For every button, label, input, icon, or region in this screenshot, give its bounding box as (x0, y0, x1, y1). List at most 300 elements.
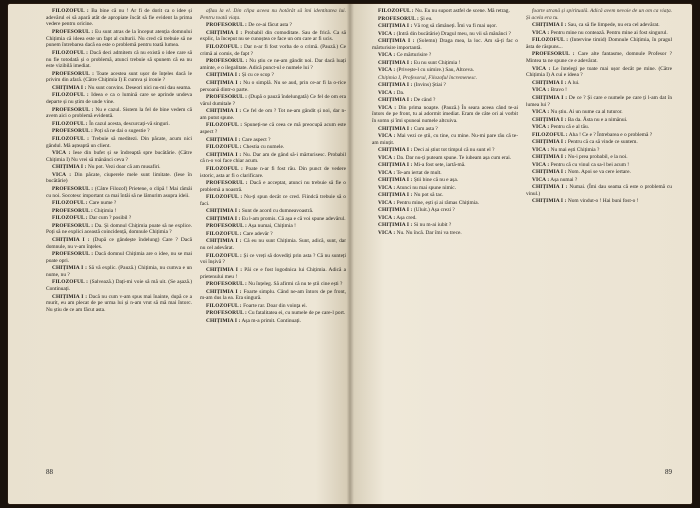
dialogue-paragraph (526, 22, 672, 29)
dialogue-paragraph (46, 251, 192, 264)
speaker-name: CHIȚIMIA I : (52, 164, 87, 171)
dialogue-text: Nu e cazul. Sistem la fel de bine vedem că avem aici o problemă evidentă. (46, 106, 192, 120)
speaker-name: VICA : (378, 199, 396, 206)
dialogue-text: Poți să ne dai o sugestie ? (94, 128, 150, 135)
dialogue-paragraph (46, 128, 192, 135)
dialogue-text: Dacă e acceptat, atunci nu trebuie să fie o problemă a noastră. (200, 180, 346, 193)
speaker-name: FILOZOFUL : (52, 49, 89, 56)
right-page-columns (372, 8, 672, 460)
dialogue-paragraph (200, 44, 346, 57)
dialogue-text: A lui. (567, 79, 580, 86)
dialogue-text: Mai vezi ce știi, cu tine, cu mine. Nu-mi pare rău că te-am mințit. (372, 133, 518, 146)
speaker-name: CHIȚIMIA I : (378, 59, 413, 66)
dialogue-paragraph (372, 82, 518, 89)
dialogue-paragraph (526, 162, 672, 169)
dialogue-paragraph (200, 144, 346, 151)
dialogue-paragraph (526, 154, 672, 161)
dialogue-paragraph (200, 22, 346, 29)
speaker-name: FILOZOFUL : (52, 8, 89, 14)
speaker-name: FILOZOFUL : (378, 8, 414, 14)
dialogue-text: Pentru că cu vinul ca sa-l bei acum ! (550, 161, 630, 168)
speaker-name: CHIȚIMIA I : (206, 151, 242, 158)
dialogue-text: foarte strană și spirituală. Adică avem nevoie de un om ca viața. Și acela era tu. (526, 8, 672, 21)
dialogue-text: Da. Și domnul Chițimia poate să ne explice. Poți să ne explici această coincidență, domnule Chițimia ? (46, 222, 192, 236)
dialogue-paragraph (372, 126, 518, 133)
dialogue-paragraph (46, 172, 192, 185)
dialogue-paragraph (200, 137, 346, 144)
dialogue-text: Nu știu. Ai un nume ca al tuturor. (550, 109, 623, 116)
right-column-2 (526, 8, 672, 460)
speaker-name: VICA : (532, 176, 550, 183)
dialogue-text: Care alte fantasme, domnule Profesor ? Mintea ta ne spune ce e adevărat. (526, 51, 672, 65)
speaker-name: VICA : (378, 30, 396, 37)
dialogue-text: Nu sunt convins. Deseori nici nu-mi dau seama. (87, 84, 192, 91)
dialogue-paragraph (46, 92, 192, 105)
dialogue-text: Nu-ți spun decât ce cred. Fiindcă trebuie să o faci. (200, 194, 346, 207)
dialogue-text: Care nume ? (89, 200, 117, 207)
dialogue-text: Pentru că e al tău. (550, 124, 590, 131)
dialogue-paragraph (200, 289, 346, 302)
dialogue-text: Cum asta ? (413, 125, 438, 132)
speaker-name: CHIȚIMIA I : (206, 317, 241, 324)
speaker-name: CHIȚIMIA I : (532, 184, 568, 191)
speaker-name: VICA : (378, 229, 396, 236)
dialogue-text: Numai. (Îmi dau seama că este o problemă cu vinul.) (526, 184, 672, 197)
speaker-name: PROFESORUL : (206, 94, 247, 101)
speaker-name: VICA : (378, 214, 396, 221)
dialogue-paragraph (526, 124, 672, 131)
dialogue-paragraph (526, 66, 672, 79)
dialogue-text: Ce fel de om ? Tot ne-am gândit și noi, dar n-am putut spune. (200, 108, 346, 121)
speaker-name: FILOZOFUL : (52, 120, 88, 127)
dialogue-paragraph (372, 207, 518, 214)
dialogue-text: Așa m-a primit. Continuați. (241, 317, 301, 324)
speaker-name: CHIȚIMIA I : (532, 139, 567, 146)
speaker-name: CHIȚIMIA I : (378, 222, 413, 229)
dialogue-text: Care aspect ? (241, 136, 271, 143)
speaker-name: FILOZOFUL : (206, 252, 242, 259)
dialogue-text: Bravo ! (550, 87, 567, 94)
speaker-name: PROFESORUL : (206, 180, 248, 187)
dialogue-paragraph (200, 223, 346, 230)
dialogue-text: Si nu m-ai iubit ? (413, 222, 452, 229)
speaker-name: PROFESORUL : (52, 106, 94, 113)
speaker-name: VICA : (378, 133, 396, 140)
dialogue-paragraph (46, 237, 192, 250)
speaker-name: CHIȚIMIA I : (206, 288, 242, 295)
dialogue-text: Să vă explic. (Pauză.) Chițimia, nu cumva e un nume, nu ? (46, 265, 192, 278)
speaker-name: FILOZOFUL : (532, 131, 568, 138)
dialogue-paragraph (372, 38, 518, 51)
dialogue-paragraph (526, 30, 672, 37)
speaker-name: FILOZOFUL : (206, 122, 243, 129)
speaker-name: VICA : (378, 184, 396, 191)
speaker-name: FILOZOFUL : (52, 279, 89, 286)
speaker-name: CHIȚIMIA I : (206, 79, 242, 86)
dialogue-text: Da. (396, 89, 405, 96)
dialogue-paragraph (200, 152, 346, 165)
dialogue-text: Le întelegi pe toate mai ușor decât pe mine. (Către Chițimia I) A cui e ideea ? (526, 65, 672, 79)
speaker-name: VICA : (378, 52, 396, 59)
dialogue-text: Ba bine că nu ! Ar fi de dorit ca o idee și adevărul ei să apară atât de apropiate încât să fie evident la prima vedere pentru oricine. (46, 8, 192, 28)
dialogue-text: Nu o simplă. Nu se aud, prin ce-ar fi la o-rice persoană dintr-o parte. (200, 79, 346, 93)
dialogue-paragraph (46, 8, 192, 28)
speaker-name: CHIȚIMIA I : (206, 238, 242, 245)
dialogue-paragraph (46, 279, 192, 292)
dialogue-text: Nu. Eu nu suport astfel de scene. Mă retrag. (415, 8, 510, 14)
speaker-name: CHIȚIMIA I : (206, 72, 241, 79)
dialogue-paragraph (200, 180, 346, 193)
dialogue-paragraph (526, 184, 672, 197)
left-column-2 (200, 8, 346, 460)
dialogue-text: De când ? (413, 97, 436, 104)
speaker-name: PROFESORUL : (206, 310, 247, 317)
dialogue-text: Atunci nu mai spune nimic. (396, 184, 457, 191)
dialogue-paragraph (200, 80, 346, 93)
dialogue-paragraph (372, 97, 518, 104)
dialogue-text: Care adevăr ? (243, 230, 273, 237)
speaker-name: FILOZOFUL : (206, 144, 242, 151)
dialogue-paragraph (526, 80, 672, 87)
speaker-name: FILOZOFUL : (206, 43, 243, 50)
dialogue-text: (Invins) Știai ? (413, 82, 446, 89)
dialogue-paragraph (526, 87, 672, 94)
dialogue-paragraph (372, 133, 518, 146)
dialogue-text: Chițimia ! (94, 207, 117, 214)
speaker-name: CHIȚIMIA I : (378, 38, 415, 44)
dialogue-paragraph (372, 155, 518, 162)
speaker-name: CHIȚIMIA I : (532, 79, 567, 86)
dialogue-text: (Intervine timid) Domnule Chițimia, în pragul ăsta de răspuns... (526, 37, 672, 50)
speaker-name: CHIȚIMIA I : (206, 108, 242, 115)
book-spread (8, 4, 692, 504)
dialogue-text: (După ce gândește îndelung) Care ? Dacă domnule, nu v-am înțeles. (46, 236, 192, 250)
speaker-name: CHIȚIMIA I : (378, 97, 413, 104)
speaker-name: CHIȚIMIA I : (532, 94, 568, 101)
dialogue-paragraph (372, 222, 518, 229)
dialogue-paragraph (372, 215, 518, 222)
dialogue-paragraph (526, 37, 672, 50)
dialogue-paragraph (200, 94, 346, 107)
dialogue-paragraph (372, 185, 518, 192)
left-column-1 (46, 8, 192, 460)
dialogue-paragraph (46, 265, 192, 278)
dialogue-paragraph (372, 192, 518, 199)
speaker-name: FILOZOFUL : (52, 135, 90, 142)
dialogue-paragraph (46, 215, 192, 222)
speaker-name: VICA : (378, 169, 396, 176)
speaker-name: CHIȚIMIA I : (378, 207, 413, 214)
dialogue-paragraph (200, 194, 346, 207)
dialogue-paragraph (200, 318, 346, 325)
dialogue-text: Din prima noapte. (Pauză.) În seara aceea când te-ai întors de pe front, tu ai adormit imediat. Eram de câte ori ai vorbit în somn și îmi spuneai numele altcuiva. (372, 104, 518, 125)
dialogue-text: Dar n-ar fi fost vorba de o crimă. (Pauză.) Ce crimă ai comis, de fapt ? (200, 43, 346, 57)
speaker-name: CHIȚIMIA I : (206, 215, 241, 222)
dialogue-text: Foarte simplu. Când ne-am întors de pe front, m-am dus la ea. Era singură. (200, 288, 346, 302)
dialogue-paragraph (372, 162, 518, 169)
dialogue-paragraph (526, 132, 672, 139)
dialogue-text: Ideea e ca o lumină care se aprinde undeva departe și nu știm de unde vine. (46, 92, 192, 106)
dialogue-text: Eu l-am promis. Că așa e că voi spune adevărul. (241, 215, 346, 222)
dialogue-paragraph (372, 60, 518, 67)
dialogue-text: Nu-i prea probabil, e la noi. (567, 154, 628, 161)
dialogue-paragraph (200, 281, 346, 288)
speaker-name: FILOZOFUL : (206, 165, 243, 172)
dialogue-text: Nu știu ce ne-am gândit noi. Dar dacă luați aminte, e o ilegalitate. Adică punct-ul e numele lui ? (200, 58, 346, 71)
dialogue-paragraph (46, 50, 192, 70)
dialogue-paragraph (526, 139, 672, 146)
dialogue-text: (Salvează.) Dați-mi voie să mă uit. (Se așază.) Continuați. (46, 279, 192, 293)
dialogue-text: Nu. Dar am de gând să-i mărturisesc. Probabil că n-o voi face chiar acum. (200, 151, 346, 165)
dialogue-text: Ba da. Ăsta nu e a nimănui. (567, 116, 628, 123)
speaker-name: CHIȚIMIA I : (206, 208, 241, 215)
speaker-name: CHIȚIMIA I : (378, 162, 413, 169)
left-page-columns (46, 8, 346, 460)
dialogue-paragraph (526, 51, 672, 64)
speaker-name: VICA : (532, 124, 550, 131)
speaker-name: FILOZOFUL : (52, 215, 88, 222)
dialogue-text: De ce-ai făcut asta ? (248, 22, 292, 29)
speaker-name: FILOZOFUL : (206, 230, 242, 237)
dialogue-paragraph (46, 186, 192, 199)
dialogue-paragraph (372, 16, 518, 23)
speaker-name: PROFESORUL : (52, 70, 94, 77)
dialogue-paragraph (372, 90, 518, 97)
speaker-name: VICA : (532, 146, 550, 153)
speaker-name: FILOZOFUL : (52, 200, 88, 207)
dialogue-text: Știi bine că nu e așa. (413, 177, 459, 184)
dialogue-text: În cazul acesta, descurcați-vă singuri. (89, 120, 170, 127)
dialogue-text: Trebuie să meditezi. Din păcate, acum nici gândul. Mă așteaptă un client. (46, 135, 192, 149)
dialogue-text: Și ce vreți să dovediți prin asta ? Că nu sunteți voi înșivă ? (200, 252, 346, 266)
dialogue-text: Sau, ca să fie limpede, nu era cel adevărat. (567, 22, 660, 29)
dialogue-text: Din păcate, ciuperele mele sunt limitate. (Iese în bucătărie) (46, 171, 192, 185)
dialogue-paragraph (372, 147, 518, 154)
dialogue-paragraph (372, 8, 518, 15)
speaker-name: CHIȚIMIA I : (532, 198, 567, 205)
speaker-name: FILOZOFUL : (206, 302, 242, 309)
dialogue-text: Eu sunt atras de la început atenția domnului Chițimia că ideea este un fapt al culturii. Nu cred că trebuie să ne punem întrebarea dacă ea este o problemă pentru toată lumea. (46, 28, 192, 49)
dialogue-text: Chestia cu numele. (243, 144, 285, 151)
dialogue-paragraph (372, 23, 518, 30)
dialogue-text: (După o pauză îndelungată) Ce fel de om era vărul dumitale ? (200, 94, 346, 107)
dialogue-text: Și eu. (420, 15, 433, 22)
dialogue-paragraph (46, 71, 192, 84)
dialogue-text: Așa numai ? (550, 176, 578, 183)
dialogue-text: Chițimia I, Profesorul, Filozoful încremenesc. (378, 74, 478, 81)
dialogue-paragraph (46, 85, 192, 92)
dialogue-paragraph (372, 170, 518, 177)
dialogue-paragraph (372, 67, 518, 74)
speaker-name: VICA : (532, 29, 550, 36)
dialogue-text: De ce ? Și care e numele pe care ți l-am dat în lumea lui ? (526, 94, 672, 108)
dialogue-paragraph (200, 72, 346, 79)
dialogue-text: Dar cum ? posibil ? (89, 215, 132, 222)
dialogue-text: Nu pot. Vezi doar că am musafiri. (87, 164, 161, 171)
dialogue-paragraph (200, 253, 346, 266)
dialogue-text: Pentru mine, ești și ai rămas Chițimia. (396, 199, 479, 206)
speaker-name: PROFESORUL : (532, 51, 575, 58)
speaker-name: PROFESORUL : (52, 185, 94, 192)
dialogue-text: Păi ce e fost logodnica lui Chițimia. Adică a prietenului meu ! (200, 266, 346, 280)
speaker-name: VICA : (532, 65, 551, 72)
dialogue-paragraph (526, 95, 672, 108)
dialogue-paragraph (200, 208, 346, 215)
speaker-name: VICA : (378, 104, 397, 111)
speaker-name: PROFESORUL : (378, 15, 419, 22)
dialogue-paragraph (46, 136, 192, 149)
dialogue-text: Foarte rar. Doar din voinţa ei. (243, 302, 307, 309)
dialogue-text: Dacă nu cum v-am spus mai înainte, după ce a murit, eu am plecat de pe urma lui și n-am vrut să mă mai întorc. Nu știu de ce am făcut asta. (46, 293, 192, 314)
page-number-right: 89 (665, 468, 672, 476)
speaker-name: CHIȚIMIA I : (206, 266, 243, 273)
dialogue-paragraph (200, 58, 346, 71)
speaker-name: CHIȚIMIA I : (378, 192, 413, 199)
dialogue-paragraph (200, 303, 346, 310)
dialogue-text: Iese din bufet și se îndreaptă spre bucătărie. (Către Chițimia I) Nu vrei să mănânci ceva ? (46, 150, 192, 163)
dialogue-text: aflau la el. Din clipa aceea nu hotărât să îmi identitatea lui. Pentru toată viața. (200, 8, 346, 21)
speaker-name: CHIȚIMIA I : (532, 116, 567, 123)
dialogue-paragraph (200, 310, 346, 317)
speaker-name: PROFESORUL : (52, 28, 94, 35)
dialogue-text: Nu pot să tac. (413, 192, 444, 199)
dialogue-text: Da. Dar nu-ți puteam spune. Te iubeam așa cum erai. (396, 154, 512, 161)
dialogue-paragraph (372, 105, 518, 125)
dialogue-text: Nu. Nu încă. Dar îmi va trece. (396, 229, 462, 236)
speaker-name: PROFESORUL : (52, 222, 94, 229)
speaker-name: PROFESORUL : (52, 207, 93, 214)
dialogue-paragraph (46, 29, 192, 49)
dialogue-text: Nom. Apoi se va cere iertare. (567, 169, 631, 176)
speaker-name: PROFESORUL : (206, 58, 248, 65)
speaker-name: CHIȚIMIA I : (378, 147, 413, 154)
speaker-name: VICA : (378, 154, 396, 161)
dialogue-paragraph (200, 231, 346, 238)
dialogue-paragraph (526, 109, 672, 116)
left-page (46, 8, 346, 500)
speaker-name: CHIȚIMIA I : (378, 23, 413, 29)
speaker-name: CHIȚIMIA I : (532, 22, 567, 29)
dialogue-paragraph (372, 31, 518, 38)
dialogue-paragraph (526, 169, 672, 176)
dialogue-text: Nu înțeleg. Să afirmi că nu te știi cine ești ? (248, 281, 343, 288)
dialogue-paragraph (372, 230, 518, 237)
speaker-name: CHIȚIMIA I : (206, 29, 243, 36)
dialogue-text: (Intră din bucătărie) Dragul meu, nu vii să mănânci ? (396, 30, 511, 37)
speaker-name: VICA : (532, 109, 550, 116)
speaker-name: CHIȚIMIA I : (532, 169, 567, 176)
dialogue-text: Că eu nu sunt Chițimia. Sunt, adică, sunt, dar nu cel adevărat. (200, 238, 346, 252)
dialogue-paragraph (372, 200, 518, 207)
dialogue-text: Te-am iertat de mult. (396, 169, 442, 176)
dialogue-paragraph (200, 267, 346, 280)
dialogue-paragraph (46, 223, 192, 236)
dialogue-paragraph (200, 8, 346, 21)
dialogue-paragraph (526, 177, 672, 184)
dialogue-text: Dacă deci admitem că nu există o idee care să nu fie totodată și o problemă, atunci trebuie să spunem că ea nu este vizibilă imediat. (46, 49, 192, 70)
dialogue-paragraph (200, 238, 346, 251)
speaker-name: CHIȚIMIA I : (52, 236, 90, 243)
speaker-name: FILOZOFUL : (206, 194, 243, 201)
dialogue-text: Probabil din comoditate. Sau de frică. Ca să explic, la început nu se cunoștea ce face un om care ar fi ucis. (200, 29, 346, 43)
dialogue-text: Așa cred. (396, 214, 417, 221)
dialogue-text: Vă rog să rămâneți. Îmi va fi mai ușor. (413, 23, 497, 29)
page-number-left: 88 (46, 468, 53, 476)
speaker-name: CHIȚIMIA I : (378, 177, 413, 184)
dialogue-paragraph (46, 208, 192, 215)
speaker-name: VICA : (378, 89, 396, 96)
dialogue-text: Eu nu sunt Chițimia ! (413, 59, 461, 66)
dialogue-text: Deci ai știut tot timpul că nu sunt el ? (413, 147, 495, 154)
dialogue-text: Aha ! Ce e ? Întrebarea e o problemă ? (568, 131, 653, 138)
dialogue-text: Pentru mine nu contează. Pentru mine ai fost singurul. (550, 29, 668, 36)
dialogue-paragraph (46, 164, 192, 171)
dialogue-paragraph (200, 30, 346, 43)
dialogue-paragraph (372, 75, 518, 82)
speaker-name: CHIȚIMIA I : (206, 136, 241, 143)
speaker-name: VICA : (532, 87, 550, 94)
dialogue-paragraph (526, 147, 672, 154)
dialogue-text: Dacă domnul Chițimia are o idee, nu se mai poate opri. (46, 251, 192, 264)
speaker-name: CHIȚIMIA I : (378, 82, 413, 89)
speaker-name: FILOZOFUL : (52, 92, 89, 99)
right-page (372, 8, 672, 500)
speaker-name: VICA : (532, 161, 550, 168)
speaker-name: CHIȚIMIA I : (532, 154, 567, 161)
dialogue-paragraph (46, 107, 192, 120)
speaker-name: VICA : (52, 171, 72, 178)
dialogue-paragraph (46, 121, 192, 128)
speaker-name: PROFESORUL : (206, 223, 247, 230)
dialogue-paragraph (372, 52, 518, 59)
dialogue-paragraph (200, 122, 346, 135)
speaker-name: VICA : (52, 150, 71, 157)
dialogue-text: Nom vindut-o ! Hai buni fost-o ! (567, 198, 639, 205)
speaker-name: CHIȚIMIA I : (52, 293, 88, 300)
dialogue-text: Poate n-ar fi fost rău. Din punct de vedere istoric, asta ar fi o clarificare. (200, 165, 346, 179)
dialogue-text: (Privește-l cu uimire.) Sau, Altceva. (396, 67, 474, 74)
dialogue-paragraph (46, 200, 192, 207)
dialogue-paragraph (372, 177, 518, 184)
dialogue-text: Și cu ce scop ? (241, 72, 274, 79)
dialogue-text: (Uluit.) Așa crezi ? (413, 207, 455, 214)
dialogue-paragraph (200, 166, 346, 179)
dialogue-paragraph (526, 198, 672, 205)
dialogue-text: Nu mai ești Chițimia ? (550, 146, 600, 153)
dialogue-paragraph (526, 8, 672, 21)
speaker-name: CHIȚIMIA I : (378, 125, 413, 132)
speaker-name: PROFESORUL : (52, 251, 94, 258)
dialogue-text: Toate acestea sunt ușor de înțeles dacă le privim din afară. (Către Chițimia I) E cumva și ironie ? (46, 70, 192, 84)
dialogue-text: (Solemn) Draga mea, la loc. Am să-ți fac o mărturisire importantă. (372, 38, 518, 51)
dialogue-text: Sunt de acord cu dumneavoastră. (241, 208, 314, 215)
right-column-1 (372, 8, 518, 460)
speaker-name: PROFESORUL : (206, 22, 247, 29)
speaker-name: CHIȚIMIA I : (52, 84, 87, 91)
dialogue-text: Pentru că ca să vinde ce suntem. (567, 139, 638, 146)
dialogue-text: Mi-a fost sete, iartă-mă. (413, 162, 466, 169)
speaker-name: FILOZOFUL : (532, 37, 569, 44)
dialogue-text: Așa numai, Chițimia ! (247, 223, 296, 230)
speaker-name: VICA : (378, 67, 396, 74)
dialogue-text: (Către Filozof) Prietene, o clipă ! Mai rămâi cu noi. Socotesc important ca mai întâi să ne lămurim asupra ideii. (46, 185, 192, 199)
dialogue-paragraph (526, 117, 672, 124)
dialogue-text: Spuneți-ne că ceea ce mă preocupă acum este aspect ? (200, 122, 346, 136)
dialogue-paragraph (46, 294, 192, 314)
speaker-name: PROFESORUL : (52, 128, 93, 135)
dialogue-text: Ce mărturisire ? (396, 52, 432, 59)
speaker-name: CHIȚIMIA I : (52, 265, 87, 272)
